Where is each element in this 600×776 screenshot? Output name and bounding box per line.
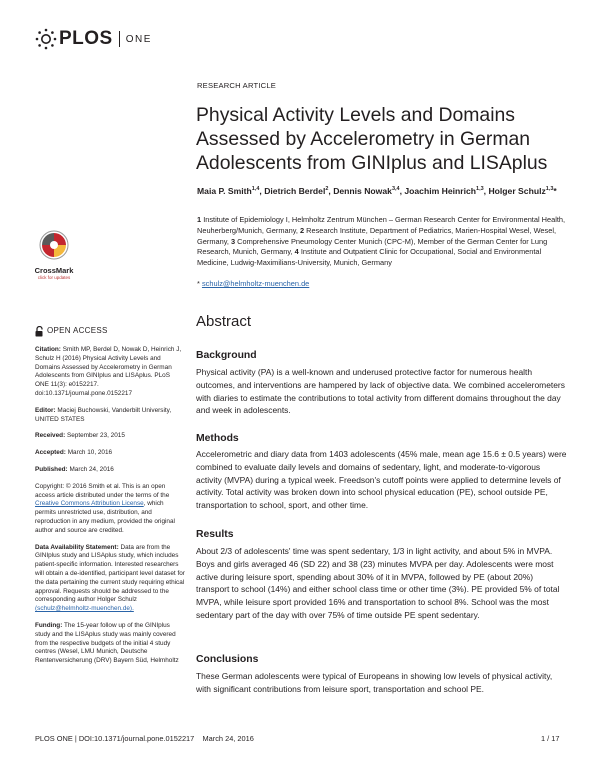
data-availability-label: Data Availability Statement: <box>35 543 119 551</box>
author-affiliation-sup: 2 <box>325 186 329 192</box>
editor-block <box>35 407 185 425</box>
funding-text: The 15-year follow up of the GINIplus study and the LISAplus study was mainly covered from the respective budgets of the initial 4 study centres (Wesel, LMU Munich, Deutsche Rentenversicherung (DRV) Bayern Süd, Helmholtz <box>35 621 179 665</box>
author-affiliation-sup: 1,4 <box>251 186 260 192</box>
author-separator: , <box>483 185 489 196</box>
published-block <box>35 466 185 475</box>
author-separator: , <box>259 185 265 196</box>
correspondence-marker: * <box>197 279 200 288</box>
author-name: Joachim Heinrich <box>404 185 477 196</box>
author-affiliation-sup: 1,3 <box>545 186 554 192</box>
crossmark-badge[interactable] <box>34 230 74 280</box>
methods-text: Accelerometric and diary data from 1403 adolescents (45% male, mean age 15.6 ± 0.5 years) were combined to evaluate daily levels and domains of sedentary, light, and moderate-to-vigorous activity (MVPA) during a typical week. Freedson's cutoff points were applied to determine levels of activity. Total activity was broken down into school physical education (PE), school outside PE, transportation to school, sport, and other time. <box>196 449 567 511</box>
logo-text: PLOS <box>59 28 113 49</box>
data-email-link[interactable]: (schulz@helmholtz-muenchen.de). <box>35 605 134 613</box>
author-separator: , <box>399 185 405 196</box>
open-lock-icon <box>35 326 44 337</box>
conclusions-heading: Conclusions <box>196 654 259 665</box>
methods-heading: Methods <box>196 433 239 444</box>
affiliation-number: 3 <box>230 236 236 246</box>
received-label: Received: <box>35 432 66 440</box>
crossmark-label: CrossMark <box>34 266 74 275</box>
article-info-sidebar <box>35 326 185 674</box>
affiliation-number: 2 <box>299 225 305 235</box>
page-footer <box>35 734 254 743</box>
logo-divider <box>119 31 120 47</box>
received-date: September 23, 2015 <box>66 432 125 440</box>
background-heading: Background <box>196 350 257 361</box>
author-affiliation-sup: 3,4 <box>391 186 400 192</box>
article-type: RESEARCH ARTICLE <box>197 81 277 90</box>
footer-citation: PLOS ONE | DOI:10.1371/journal.pone.0152217 <box>35 734 195 743</box>
correspondence-email-link[interactable]: schulz@helmholtz-muenchen.de <box>201 279 310 288</box>
published-label: Published: <box>35 465 68 473</box>
footer-date: March 24, 2016 <box>202 734 254 743</box>
results-heading: Results <box>196 529 234 540</box>
author-name: Holger Schulz <box>488 185 546 196</box>
author-separator: , <box>328 185 334 196</box>
open-access-label: OPEN ACCESS <box>47 326 108 336</box>
page-number: 1 / 17 <box>541 734 560 743</box>
received-block <box>35 432 185 441</box>
affiliation-text: Institute and Outpatient Clinic for Occupational, Social and Environmental Medicine, Ludwig-Maximilians-University, Munich, Germany <box>197 247 542 268</box>
accepted-date: March 10, 2016 <box>67 449 113 457</box>
affiliation-text: Institute of Epidemiology I, Helmholtz Zentrum München – German Research Center for Environmental Health, Neuherberg/Munich, Germany, <box>197 215 566 235</box>
editor-label: Editor: <box>35 406 56 414</box>
editor-text: Maciej Buchowski, Vanderbilt University, UNITED STATES <box>35 406 172 423</box>
copyright-text: Copyright: © 2016 Smith et al. This is an open access article distributed under the terms of the <box>35 482 170 499</box>
accepted-block <box>35 449 185 458</box>
data-availability-text: Data are from the GINIplus study and LISAplus study, which includes patient-specific information. Interested researchers will obtain a de-identified, participant level dataset for the data pertaining the current study requiring ethical approval. Requests should be addressed to the corresponding author Holger Schulz <box>35 543 185 604</box>
affiliation-text: Comprehensive Pneumology Center Munich (CPC-M), Member of the German Center for Lung Research, Munich, Germany, <box>197 236 548 257</box>
plos-logo <box>35 28 152 50</box>
author-affiliation-sup: 1,3 <box>476 186 484 192</box>
journal-name: ONE <box>125 33 152 45</box>
crossmark-icon <box>39 230 69 260</box>
crossmark-sub: click for updates <box>37 275 71 280</box>
author-name: Dennis Nowak <box>333 185 392 196</box>
conclusions-text: These German adolescents were typical of Europeans in showing low levels of physical activity, with significant contributions from leisure sport, transportation and school PE. <box>196 671 553 694</box>
affiliations <box>197 215 572 269</box>
copyright-text-end: , which permits unrestricted use, distribution, and reproduction in any medium, provided the original author and source are credited. <box>35 500 175 534</box>
affiliation-number: 1 <box>197 215 202 224</box>
funding-label: Funding: <box>35 621 63 629</box>
published-date: March 24, 2016 <box>69 465 114 473</box>
author-name: Maia P. Smith <box>197 185 252 196</box>
background-text: Physical activity (PA) is a well-known and underused protective factor for numerous health outcomes, and interventions are hampered by lack of objective data. We combined accelerometers with diaries to estimate the contributions to total activity from different domains throughout the day and week in adolescents. <box>196 367 565 416</box>
license-link[interactable]: Creative Commons Attribution License <box>35 500 144 508</box>
plos-sun-icon <box>35 28 57 50</box>
article-title: Physical Activity Levels and Domains Assessed by Accelerometry in German Adolescents from GINIplus and LISAplus <box>196 104 548 174</box>
results-text: About 2/3 of adolescents' time was spent sedentary, 1/3 in light activity, and about 5% in MVPA. Boys and girls averaged 46 (SD 22) and 38 (23) minutes MVPA per day. Adolescents were most active during leisure sport, spending about 30% of it in MVPA, followed by PE (about 20%) transport to school (14%) and either school class time or other time (3%). PE provided 5% of total MVPA, while leisure sport provided 16% and transportation to school 8%. School was the most sedentary part of the day with over 75% of time outside PE spent sedentary. <box>196 546 560 620</box>
affiliation-number: 4 <box>294 247 299 257</box>
copyright-block <box>35 483 185 536</box>
abstract-heading: Abstract <box>196 313 252 330</box>
accepted-label: Accepted: <box>35 449 66 457</box>
author-separator: * <box>553 185 557 196</box>
data-availability-block <box>35 544 185 614</box>
open-access-badge <box>35 326 185 337</box>
author-list <box>197 183 567 197</box>
citation-block <box>35 346 185 399</box>
affiliation-text: Research Institute, Department of Pediatrics, Marien-Hospital Wesel, Wesel, Germany, <box>197 225 557 246</box>
correspondence <box>197 279 309 288</box>
funding-block <box>35 622 185 666</box>
author-name: Dietrich Berdel <box>264 185 326 196</box>
citation-label: Citation: <box>35 346 61 353</box>
citation-text: Smith MP, Berdel D, Nowak D, Heinrich J, Schulz H (2016) Physical Activity Levels and Domains Assessed by Accelerometry in German Adolescents from GINIplus and LISAplus. PLoS ONE 11(3): e0152217. doi:10.1371/journal.pone.0152217 <box>35 346 182 397</box>
